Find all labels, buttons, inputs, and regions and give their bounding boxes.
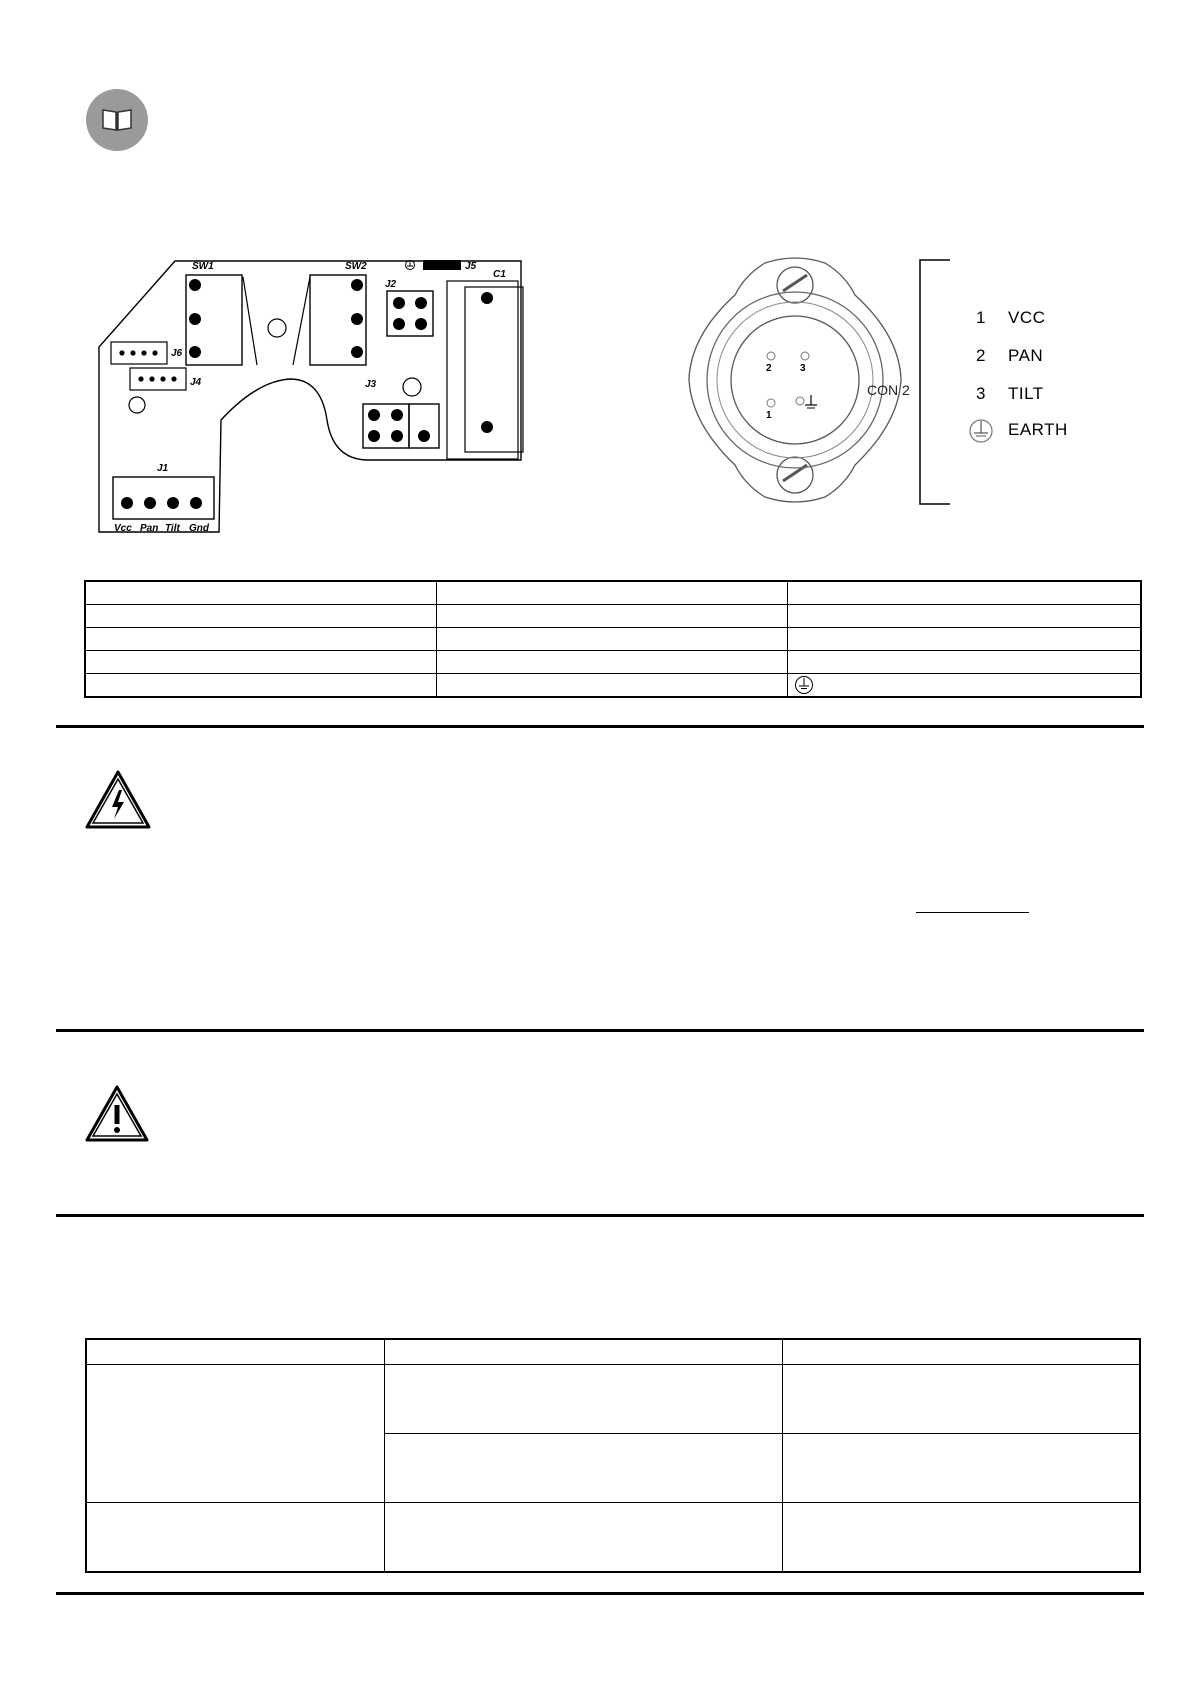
underline-mark: [916, 912, 1029, 913]
earth-ground-icon: [805, 395, 817, 408]
screw-bottom: [777, 457, 813, 493]
pin-number-3: 3: [800, 363, 806, 374]
sw1-label: SW1: [192, 261, 214, 272]
earth-ground-icon: [968, 418, 994, 444]
pin-legend-earth-label: EARTH: [1008, 420, 1068, 439]
mounting-hole: [268, 319, 286, 337]
table-row: [85, 605, 1141, 628]
troubleshooting-table: [85, 1338, 1141, 1573]
pin-mapping-table: [84, 580, 1142, 698]
table-header-row: [86, 1339, 1140, 1365]
j3-label: J3: [365, 379, 377, 390]
pin-number-1: 1: [766, 410, 772, 421]
general-warning: [85, 1085, 149, 1148]
pin-legend-1-label: VCC: [1008, 308, 1046, 327]
pin-legend-3-label: TILT: [1008, 384, 1044, 403]
c1-outer: [447, 281, 518, 459]
table-row: [85, 581, 1141, 605]
j3-header: [363, 404, 409, 448]
j5-label: J5: [465, 261, 477, 272]
j1-label: J1: [157, 463, 169, 474]
section-divider: [56, 1214, 1144, 1217]
j5-header: [423, 260, 461, 270]
screw-top: [777, 267, 813, 303]
j1-pin-pan: Pan: [140, 523, 159, 534]
connector-name: CON 2: [867, 382, 910, 398]
earth-ground-icon: [794, 675, 814, 695]
electric-hazard-warning: [85, 770, 151, 835]
j6-label: J6: [171, 348, 183, 359]
table-row: [86, 1365, 1140, 1434]
j2-header: [387, 291, 433, 336]
pin-legend-2-number: 2: [976, 346, 986, 365]
pin-legend-3-number: 3: [976, 384, 986, 403]
j4-header: [130, 368, 186, 390]
j1-pin-gnd: Gnd: [189, 523, 209, 534]
j2-label: J2: [385, 279, 397, 290]
section-divider: [56, 1592, 1144, 1595]
j1-pin-vcc: Vcc: [114, 523, 132, 534]
mounting-hole: [129, 397, 145, 413]
warning-icon: [85, 1085, 149, 1143]
section-divider: [56, 725, 1144, 728]
pin-legend-1-number: 1: [976, 308, 986, 327]
c1-label: C1: [493, 269, 506, 280]
section-divider: [56, 1029, 1144, 1032]
mounting-hole: [403, 378, 421, 396]
pin-legend-2-label: PAN: [1008, 346, 1044, 365]
j4-label: J4: [190, 377, 202, 388]
sw2-label: SW2: [345, 261, 367, 272]
connector-diagram: [675, 255, 935, 505]
manual-badge: [85, 88, 149, 152]
table-row: [85, 628, 1141, 651]
pin-bracket: [918, 258, 952, 506]
pin-number-2: 2: [766, 363, 772, 374]
book-icon: [85, 88, 149, 152]
j1-pin-tilt: Tilt: [165, 523, 180, 534]
pcb-diagram: [95, 255, 535, 535]
electric-hazard-icon: [85, 770, 151, 830]
table-row: [85, 674, 1141, 698]
c1-inner: [465, 287, 523, 452]
pin-legend-earth-symbol: [968, 418, 994, 449]
table-row: [85, 651, 1141, 674]
table-row: [86, 1503, 1140, 1573]
